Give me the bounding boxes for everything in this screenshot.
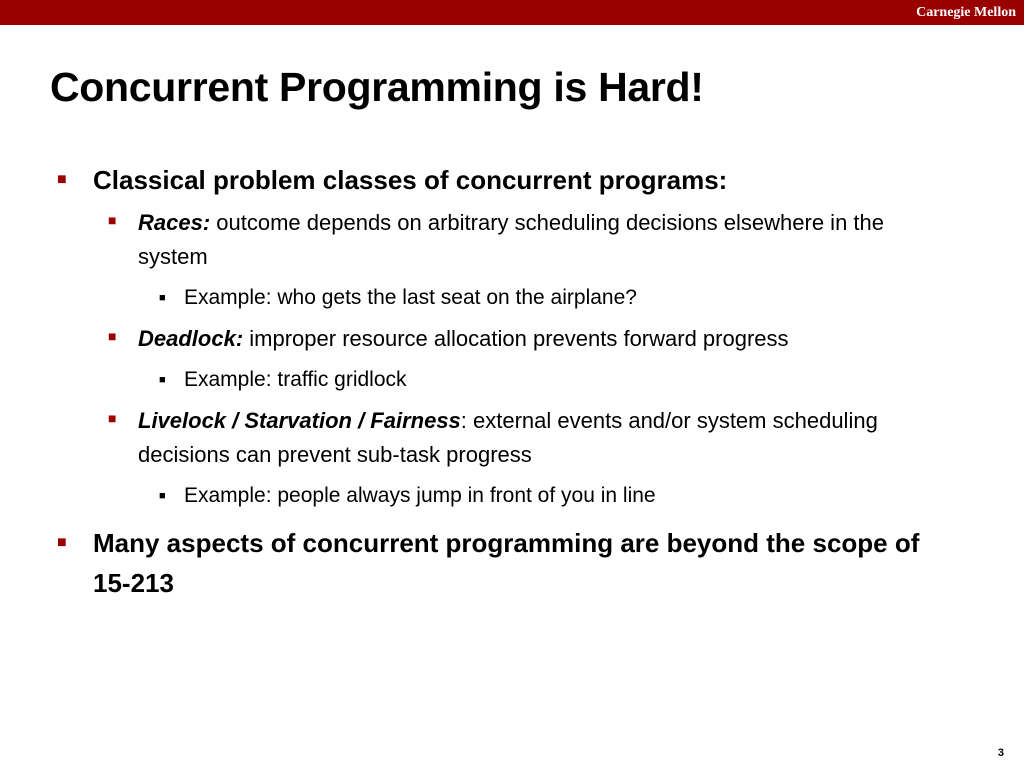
brand-name: Carnegie Mellon <box>916 5 1016 20</box>
bullet-races <box>108 206 928 274</box>
bullet-text: Example: traffic gridlock <box>184 368 407 391</box>
bullet-text: Example: people always jump in front of you in line <box>184 484 656 507</box>
header-bar <box>0 0 1024 25</box>
slide-title: Concurrent Programming is Hard! <box>50 64 704 110</box>
bullet-text: Many aspects of concurrent programming are beyond the scope of 15-213 <box>93 528 920 598</box>
small-square-bullet-icon: ■ <box>108 212 117 228</box>
tiny-square-bullet-icon: ■ <box>159 292 166 304</box>
bullet-term: Races: <box>138 210 211 235</box>
bullet-livelock <box>108 404 928 472</box>
bullet-deadlock <box>108 322 928 356</box>
bullet-problem-classes <box>57 160 953 200</box>
small-square-bullet-icon: ■ <box>108 410 117 426</box>
bullet-text: Example: who gets the last seat on the airplane? <box>184 286 637 309</box>
small-square-bullet-icon: ■ <box>108 328 117 344</box>
bullet-text: outcome depends on arbitrary scheduling decisions elsewhere in the system <box>138 210 885 269</box>
bullet-deadlock-example <box>159 363 944 397</box>
bullet-text: Classical problem classes of concurrent programs: <box>93 165 728 195</box>
tiny-square-bullet-icon: ■ <box>159 490 166 502</box>
page-number: 3 <box>997 747 1004 759</box>
tiny-square-bullet-icon: ■ <box>159 374 166 386</box>
bullet-text: : external events and/or system scheduling decisions can prevent sub-task progress <box>138 408 878 467</box>
bullet-livelock-example <box>159 479 944 513</box>
bullet-term: Deadlock: <box>138 326 244 351</box>
bullet-text: improper resource allocation prevents forward progress <box>243 326 789 351</box>
bullet-term: Livelock / Starvation / Fairness <box>138 408 461 433</box>
square-bullet-icon: ■ <box>57 534 67 551</box>
square-bullet-icon: ■ <box>57 171 67 188</box>
bullet-races-example <box>159 281 944 315</box>
bullet-beyond-scope <box>57 523 953 603</box>
